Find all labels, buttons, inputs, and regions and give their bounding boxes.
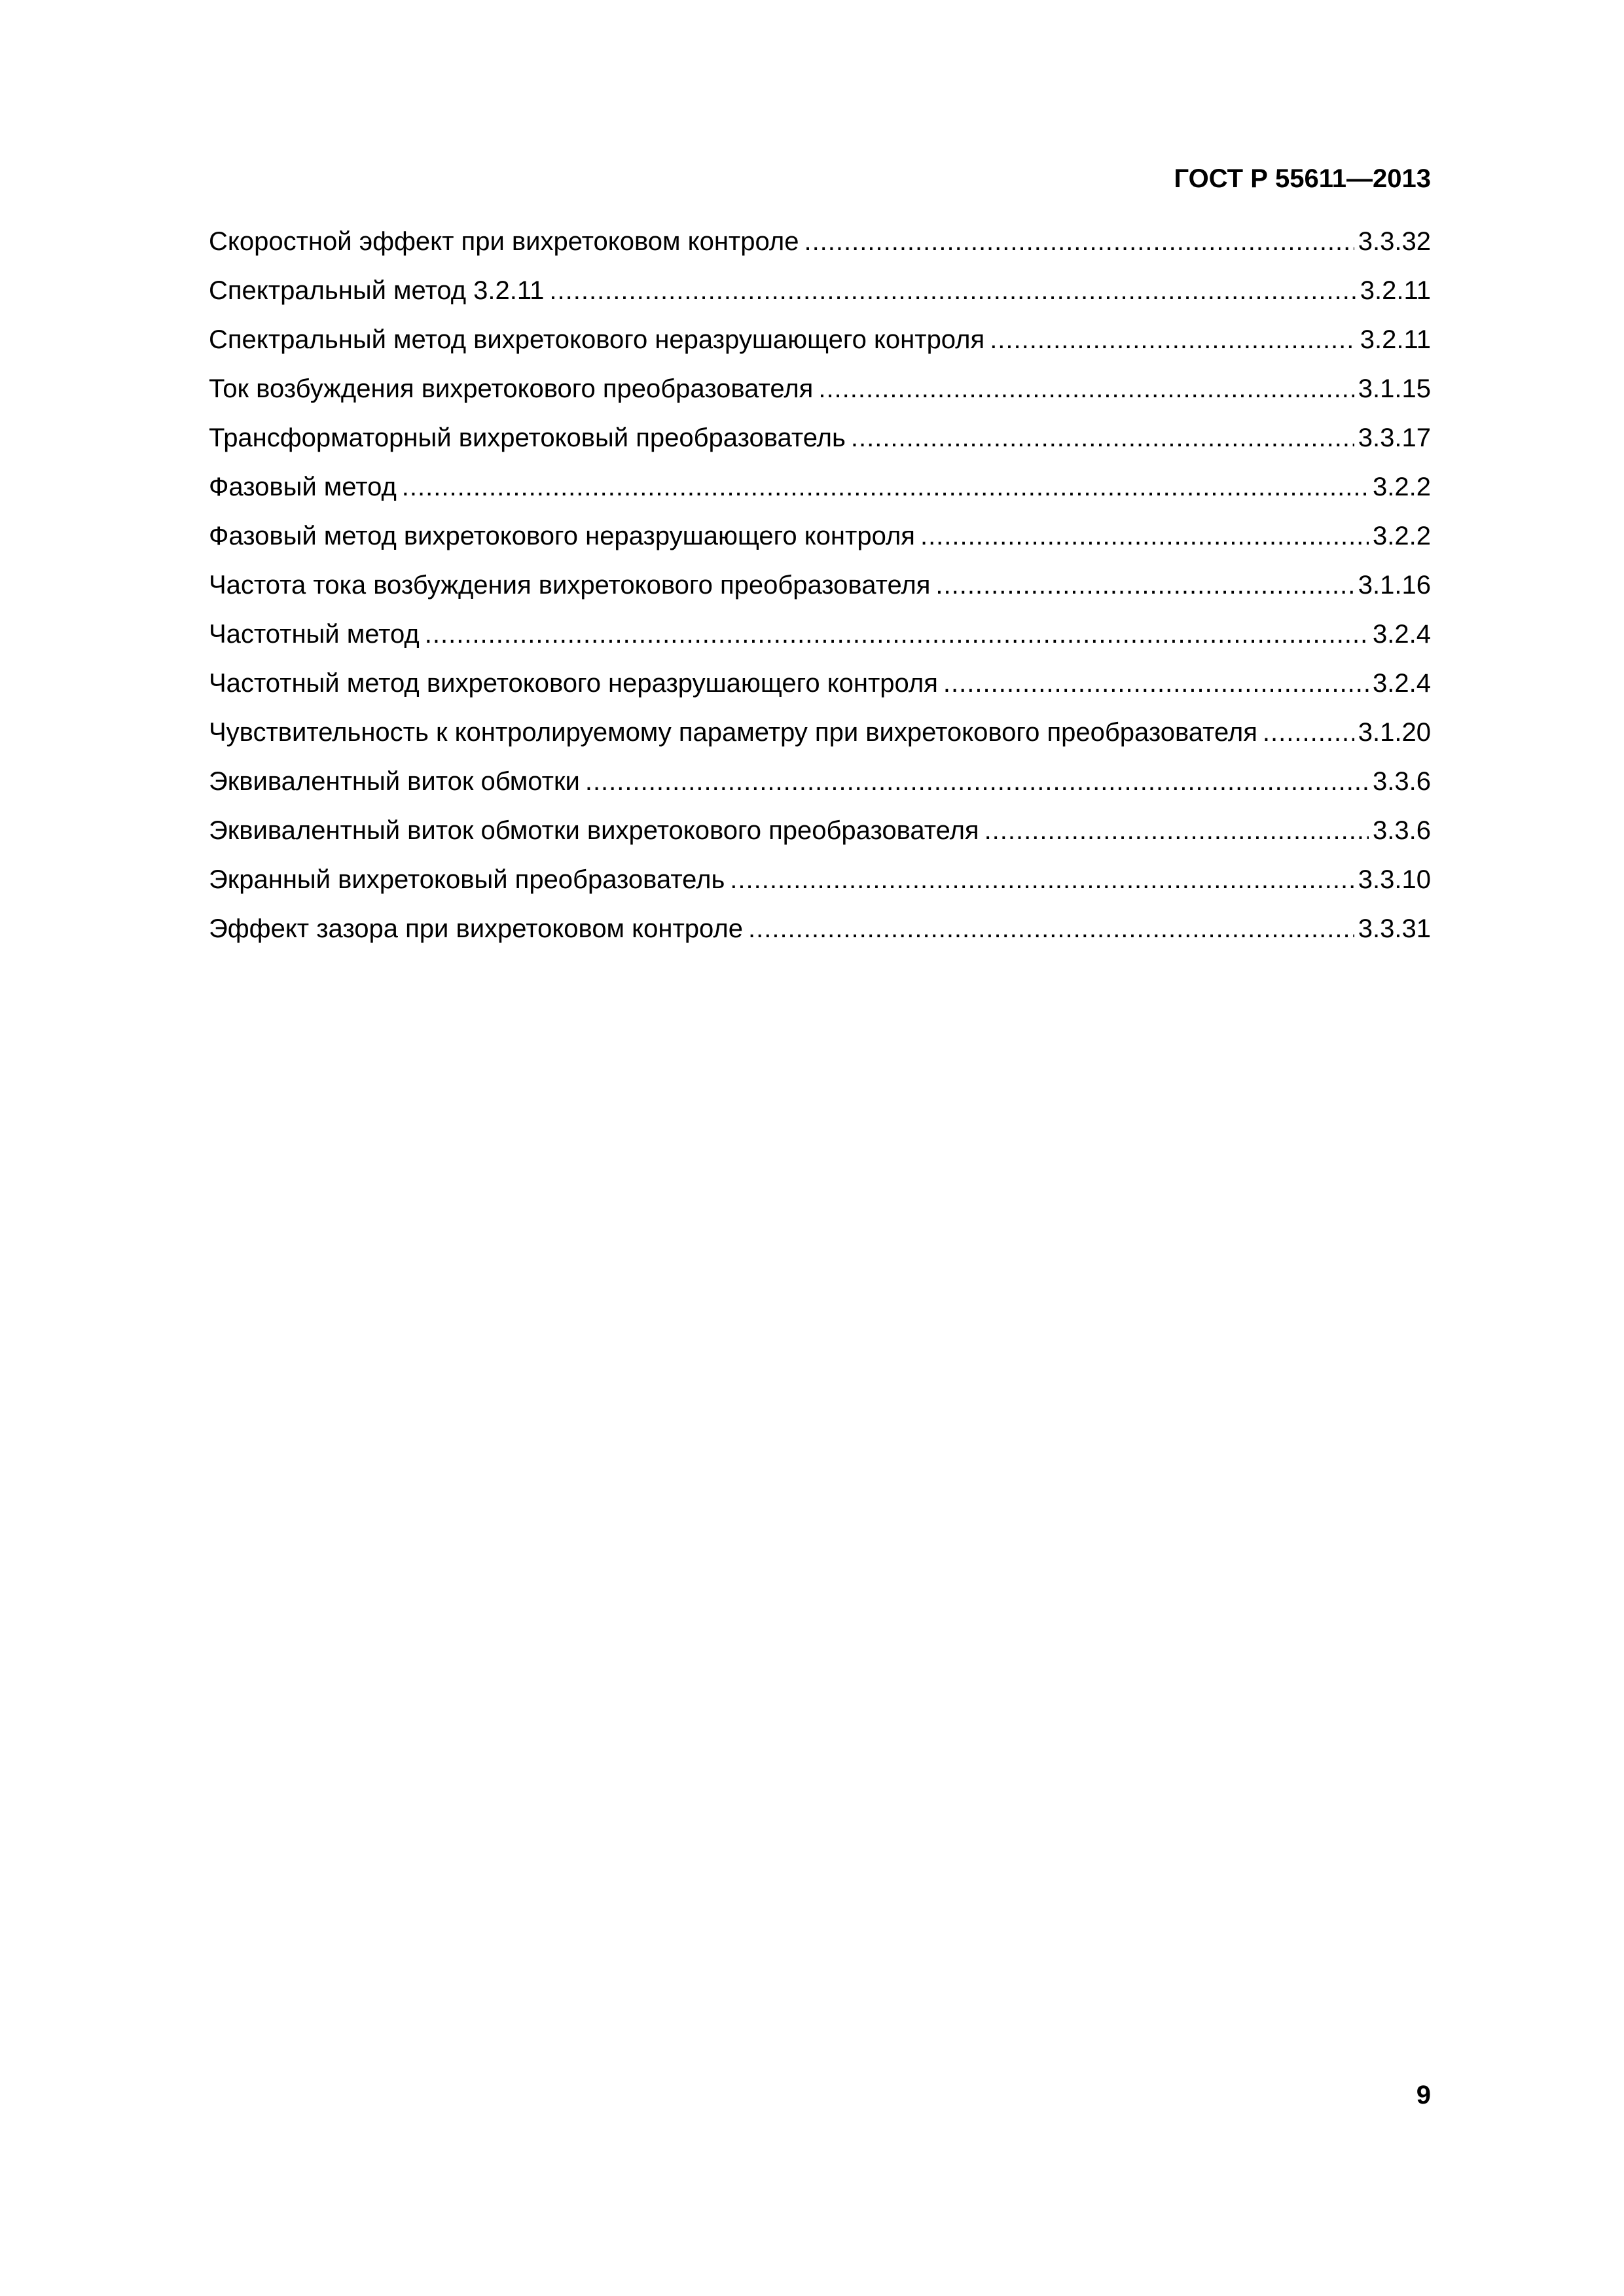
index-term: Частотный метод — [209, 620, 420, 649]
document-header: ГОСТ Р 55611—2013 — [1174, 164, 1431, 193]
dot-leader — [984, 814, 1369, 848]
index-reference: 3.2.4 — [1373, 669, 1431, 698]
index-reference: 3.3.10 — [1358, 865, 1431, 894]
index-term: Эквивалентный виток обмотки вихретокового преобразователя — [209, 816, 979, 845]
index-reference: 3.2.4 — [1373, 620, 1431, 649]
dot-leader — [730, 863, 1354, 897]
dot-leader — [549, 274, 1356, 308]
index-term: Спектральный метод вихретокового неразрушающего контроля — [209, 325, 985, 354]
dot-leader — [1263, 715, 1354, 749]
dot-leader — [851, 421, 1354, 455]
index-reference: 3.3.32 — [1358, 227, 1431, 256]
index-term: Чувствительность к контролируемому параметру при вихретокового преобразователя — [209, 718, 1257, 747]
dot-leader — [585, 764, 1369, 798]
index-term: Скоростной эффект при вихретоковом контроле — [209, 227, 799, 256]
index-reference: 3.2.11 — [1360, 325, 1431, 354]
index-entry — [209, 224, 1431, 274]
dot-leader — [818, 372, 1354, 406]
page-number: 9 — [1416, 2081, 1431, 2109]
index-reference: 3.3.6 — [1373, 767, 1431, 796]
index-term: Экранный вихретоковый преобразователь — [209, 865, 725, 894]
index-reference: 3.1.20 — [1358, 718, 1431, 747]
index-term: Эквивалентный виток обмотки — [209, 767, 580, 796]
index-entry — [209, 715, 1431, 764]
index-entry — [209, 274, 1431, 323]
index-entry — [209, 519, 1431, 568]
dot-leader — [748, 912, 1354, 946]
index-entry — [209, 617, 1431, 666]
index-entry — [209, 863, 1431, 912]
index-term: Частота тока возбуждения вихретокового преобразователя — [209, 571, 931, 600]
dot-leader — [943, 666, 1369, 700]
index-entry — [209, 666, 1431, 715]
index-reference: 3.2.2 — [1373, 473, 1431, 501]
index-entry — [209, 470, 1431, 519]
index-reference: 3.3.17 — [1358, 423, 1431, 452]
dot-leader — [990, 323, 1356, 357]
index-term: Фазовый метод вихретокового неразрушающего контроля — [209, 522, 915, 550]
index-reference: 3.1.15 — [1358, 374, 1431, 403]
index-term: Эффект зазора при вихретоковом контроле — [209, 914, 743, 943]
term-index-list — [209, 224, 1431, 961]
dot-leader — [402, 470, 1369, 504]
index-term: Ток возбуждения вихретокового преобразователя — [209, 374, 814, 403]
dot-leader — [425, 617, 1369, 651]
index-entry — [209, 568, 1431, 617]
index-reference: 3.2.2 — [1373, 522, 1431, 550]
index-reference: 3.2.11 — [1360, 276, 1431, 305]
dot-leader — [935, 568, 1354, 602]
index-term: Трансформаторный вихретоковый преобразователь — [209, 423, 846, 452]
index-entry — [209, 323, 1431, 372]
index-entry — [209, 372, 1431, 421]
index-entry — [209, 764, 1431, 814]
index-reference: 3.1.16 — [1358, 571, 1431, 600]
dot-leader — [804, 224, 1354, 259]
index-entry — [209, 814, 1431, 863]
index-reference: 3.3.6 — [1373, 816, 1431, 845]
index-entry — [209, 912, 1431, 961]
index-reference: 3.3.31 — [1358, 914, 1431, 943]
index-term: Фазовый метод — [209, 473, 397, 501]
index-term: Частотный метод вихретокового неразрушающего контроля — [209, 669, 938, 698]
index-entry — [209, 421, 1431, 470]
index-term: Спектральный метод 3.2.11 — [209, 276, 545, 305]
dot-leader — [920, 519, 1369, 553]
